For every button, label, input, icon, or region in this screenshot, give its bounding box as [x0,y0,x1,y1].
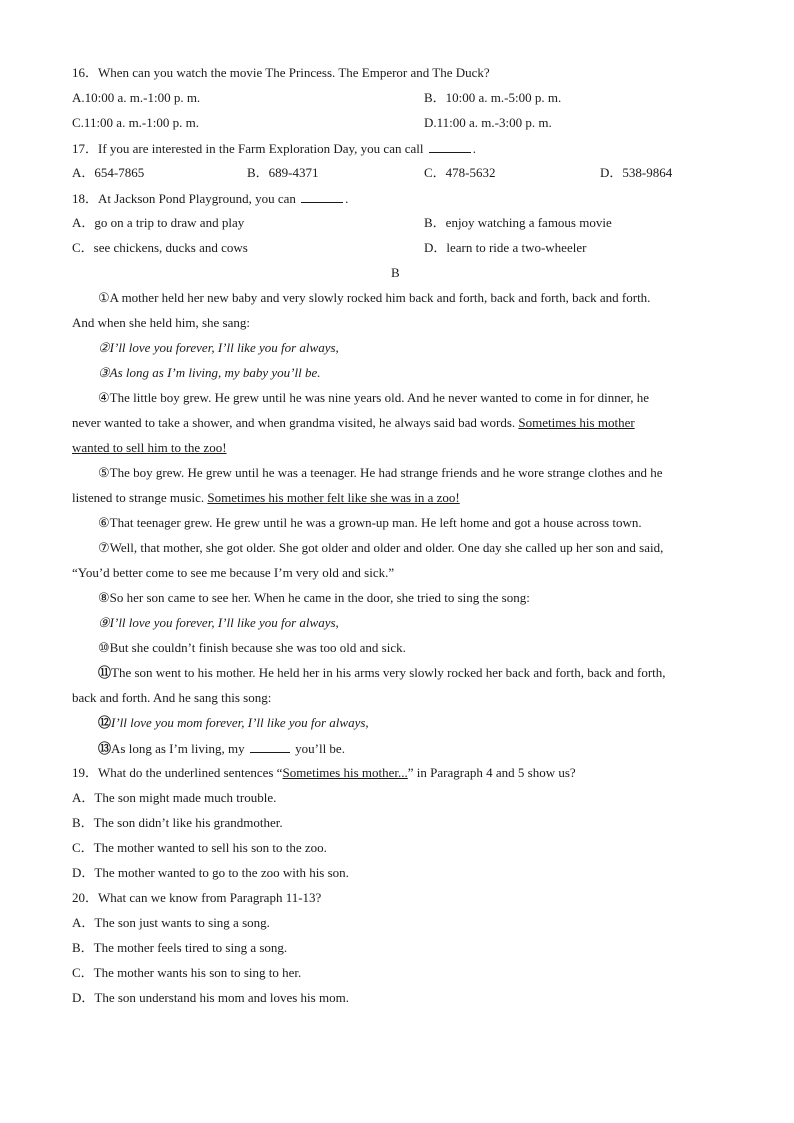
q18-option-d: D．learn to ride a two-wheeler [424,240,587,255]
q20-stem: 20．What can we know from Paragraph 11-13? [72,890,322,905]
para-2: ②I’ll love you forever, I’ll like you for always, [98,340,339,355]
q19-option-a: A．The son might made much trouble. [72,790,277,805]
para-1-line-2: And when she held him, she sang: [72,315,251,330]
q16-option-c: C.11:00 a. m.-1:00 p. m. [72,115,199,130]
para-11-text: The son went to his mother. He held her in his arms very slowly rocked her back and forth, back and forth, [111,665,666,680]
q17-option-b: B．689-4371 [247,165,319,180]
para-12-text: I’ll love you mom forever, I’ll like you for always, [111,715,369,730]
q17-option-d: D．538-9864 [600,165,673,180]
para-13-text-b: you’ll be. [295,741,345,756]
answer-blank [301,190,343,203]
q19-option-b: B．The son didn’t like his grandmother. [72,815,283,830]
q20-option-c: C．The mother wants his son to sing to her. [72,965,302,980]
q16-option-b: B．10:00 a. m.-5:00 p. m. [424,90,562,105]
q19-stem-underlined: Sometimes his mother... [282,765,408,780]
q20-option-a: A．The son just wants to sing a song. [72,915,270,930]
para-13 [98,740,345,757]
q19-stem-b: ” in Paragraph 4 and 5 show us? [407,765,576,780]
q16-option-a: A.10:00 a. m.-1:00 p. m. [72,90,201,105]
para-5-underlined: Sometimes his mother felt like she was in a zoo! [207,490,460,505]
para-11-line-1 [98,665,666,681]
para-13-number: ⑬ [98,741,112,756]
para-3: ③As long as I’m living, my baby you’ll be. [98,365,321,380]
para-6: ⑥That teenager grew. He grew until he was a grown-up man. He left home and got a house across town. [98,515,642,530]
q18-stem: 18．At Jackson Pond Playground, you can [72,191,296,206]
para-9: ⑨I’ll love you forever, I’ll like you for always, [98,615,339,630]
q19-stem-a: 19．What do the underlined sentences “ [72,765,283,780]
para-4-text: never wanted to take a shower, and when grandma visited, he always said bad words. [72,415,516,430]
q16-stem: 16．When can you watch the movie The Princess. The Emperor and The Duck? [72,65,490,80]
q20-option-d: D．The son understand his mom and loves his mom. [72,990,349,1005]
q17-option-c: C．478-5632 [424,165,496,180]
para-5-text: listened to strange music. [72,490,205,505]
answer-blank [429,140,471,153]
q18-option-b: B．enjoy watching a famous movie [424,215,612,230]
para-10: ⑩But she couldn’t finish because she was too old and sick. [98,640,406,655]
q17-stem-line [72,140,476,157]
para-5-line-1: ⑤The boy grew. He grew until he was a teenager. He had strange friends and he wore strange clothes and he [98,465,663,480]
q19-option-d: D．The mother wanted to go to the zoo with his son. [72,865,349,880]
section-b-heading: B [391,265,400,280]
para-1-line-1: ①A mother held her new baby and very slowly rocked him back and forth, back and forth, back and forth. [98,290,651,305]
para-12 [98,715,369,731]
q18-option-c: C．see chickens, ducks and cows [72,240,248,255]
para-4-line-1: ④The little boy grew. He grew until he was nine years old. And he never wanted to come in for dinner, he [98,390,650,405]
q17-stem-end: . [472,141,476,156]
q20-option-b: B．The mother feels tired to sing a song. [72,940,288,955]
para-4-underlined-start: Sometimes his mother [518,415,635,430]
para-13-text-a: As long as I’m living, my [111,741,245,756]
q18-option-a: A．go on a trip to draw and play [72,215,245,230]
answer-blank [250,740,290,753]
q17-stem: 17．If you are interested in the Farm Exploration Day, you can call [72,141,424,156]
q18-stem-end: . [345,191,349,206]
para-4-line-2 [72,415,635,431]
q19-stem [72,765,576,781]
para-12-number: ⑫ [98,715,112,730]
para-8: ⑧So her son came to see her. When he came in the door, she tried to sing the song: [98,590,530,605]
para-5-line-2 [72,490,460,506]
q18-stem-line [72,190,348,207]
q17-option-a: A．654-7865 [72,165,145,180]
para-11-number: ⑪ [98,665,112,680]
q19-option-c: C．The mother wanted to sell his son to the zoo. [72,840,327,855]
q16-option-d: D.11:00 a. m.-3:00 p. m. [424,115,552,130]
para-11-line-2: back and forth. And he sang this song: [72,690,272,705]
para-7-line-1: ⑦Well, that mother, she got older. She got older and older and older. One day she called up her son and said, [98,540,664,555]
para-4-underlined-end: wanted to sell him to the zoo! [72,440,227,455]
para-7-line-2: “You’d better come to see me because I’m very old and sick.” [72,565,395,580]
